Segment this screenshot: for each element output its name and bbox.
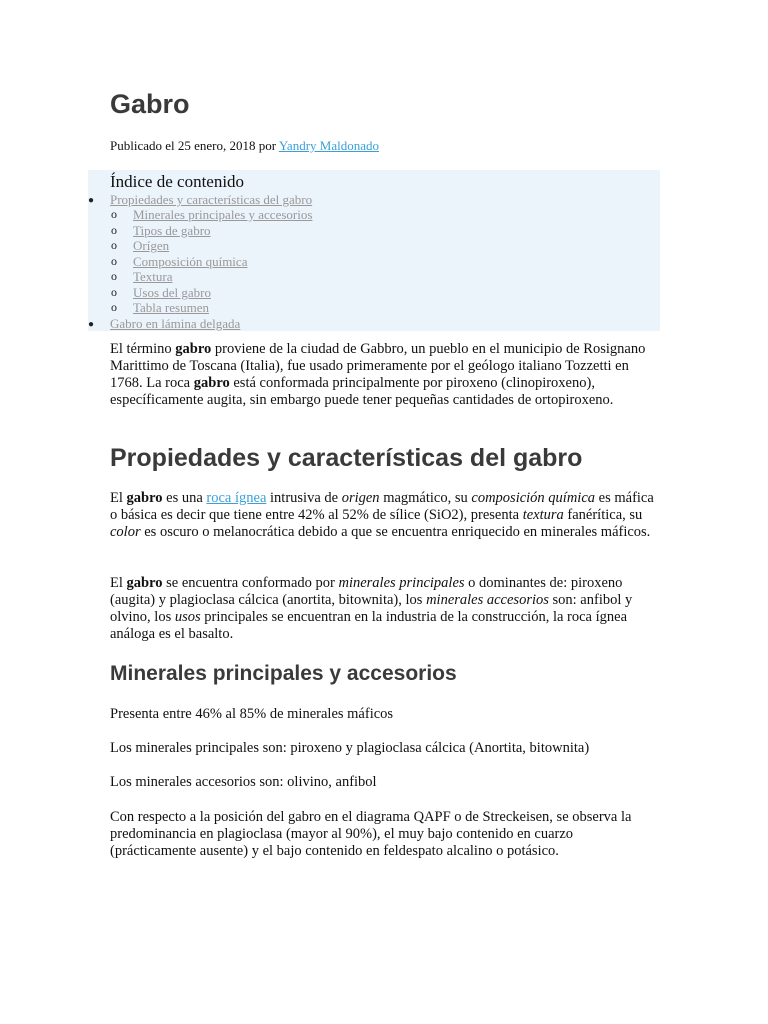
page-title: Gabro bbox=[110, 89, 190, 119]
circle-bullet-icon: o bbox=[111, 238, 117, 252]
italic-term: minerales accesorios bbox=[426, 592, 549, 608]
toc-link[interactable]: Textura bbox=[133, 269, 173, 284]
minerals-paragraph-1: Presenta entre 46% al 85% de minerales máficos bbox=[110, 706, 394, 722]
bold-term: gabro bbox=[193, 375, 230, 391]
text-run: es máfica o básica es decir que tiene entre 42% al 52% de sílice (SiO2), presenta bbox=[110, 490, 654, 523]
text-run: El término bbox=[110, 341, 176, 357]
italic-term: composición química bbox=[471, 490, 596, 506]
italic-term: usos bbox=[174, 609, 201, 625]
toc-link[interactable]: Tabla resumen bbox=[133, 300, 209, 315]
text-run: o dominantes de: piroxeno (augita) y plagioclasa cálcica (anortita, bitownita), los bbox=[110, 575, 623, 608]
italic-term: color bbox=[110, 524, 141, 540]
text-run: El bbox=[110, 490, 127, 506]
toc-link[interactable]: Composición química bbox=[133, 254, 248, 269]
circle-bullet-icon: o bbox=[111, 254, 117, 268]
circle-bullet-icon: o bbox=[111, 223, 117, 237]
byline bbox=[110, 138, 379, 154]
text-run: principales se encuentran en la industria de la construcción, la roca ígnea análoga es el basalto. bbox=[110, 609, 628, 642]
toc-link[interactable]: Usos del gabro bbox=[133, 285, 211, 300]
bullet-icon: ● bbox=[88, 195, 95, 206]
minerals-paragraph-2: Los minerales principales son: piroxeno y plagioclasa cálcica (Anortita, bitownita) bbox=[110, 740, 590, 756]
circle-bullet-icon: o bbox=[111, 285, 117, 299]
toc-link[interactable]: Propiedades y características del gabro bbox=[110, 192, 313, 207]
text-run: intrusiva de bbox=[266, 490, 342, 506]
minerals-paragraph-4: Con respecto a la posición del gabro en el diagrama QAPF o de Streckeisen, se observa la predominancia en plagioclasa (mayor al 90%), el muy bajo contenido en cuarzo (prácticamente ausente) y el bajo contenido en feldespato alcalino o potásico. bbox=[110, 809, 632, 859]
text-run: está conformada principalmente por piroxeno (clinopiroxeno), específicamente augita, sin embargo puede tener pequeñas cantidades de ortopiroxeno. bbox=[110, 375, 614, 408]
italic-term: textura bbox=[522, 507, 564, 523]
circle-bullet-icon: o bbox=[111, 207, 117, 221]
text-run: es oscuro o melanocrática debido a que se encuentra enriquecido en minerales máficos. bbox=[140, 524, 651, 540]
section-heading-properties: Propiedades y características del gabro bbox=[110, 444, 583, 472]
bold-term: gabro bbox=[175, 341, 212, 357]
text-run: son: anfibol y olvino, los bbox=[110, 592, 633, 625]
circle-bullet-icon: o bbox=[111, 300, 117, 314]
roca-ignea-link[interactable]: roca ígnea bbox=[206, 490, 267, 506]
toc-link[interactable]: Gabro en lámina delgada bbox=[110, 316, 241, 331]
bold-term: gabro bbox=[126, 575, 163, 591]
toc-link[interactable]: Orígen bbox=[133, 238, 170, 253]
byline-date: Publicado el 25 enero, 2018 por bbox=[110, 138, 279, 153]
table-of-contents bbox=[88, 170, 660, 331]
text-run: es una bbox=[162, 490, 207, 506]
toc-link[interactable]: Minerales principales y accesorios bbox=[133, 207, 313, 222]
toc-title: Índice de contenido bbox=[110, 172, 245, 191]
intro-paragraph bbox=[110, 341, 658, 409]
italic-term: origen bbox=[341, 490, 380, 506]
bold-term: gabro bbox=[126, 490, 163, 506]
properties-paragraph-2 bbox=[110, 575, 658, 643]
author-link[interactable]: Yandry Maldonado bbox=[278, 138, 379, 153]
properties-paragraph-1 bbox=[110, 490, 658, 541]
minerals-paragraph-3: Los minerales accesorios son: olivino, anfibol bbox=[110, 774, 377, 790]
text-run: magmático, su bbox=[379, 490, 472, 506]
text-run: proviene de la ciudad de Gabbro, un pueblo en el municipio de Rosignano Marittimo de Toscana (Italia), fue usado primeramente por el geólogo italiano Tozzetti en 1768. La roca bbox=[110, 341, 646, 391]
italic-term: minerales principales bbox=[338, 575, 465, 591]
section-heading-minerals: Minerales principales y accesorios bbox=[110, 662, 457, 685]
circle-bullet-icon: o bbox=[111, 269, 117, 283]
text-run: se encuentra conformado por bbox=[162, 575, 339, 591]
toc-link[interactable]: Tipos de gabro bbox=[133, 223, 211, 238]
text-run: fanérítica, su bbox=[563, 507, 643, 523]
bullet-icon: ● bbox=[88, 319, 95, 330]
text-run: El bbox=[110, 575, 127, 591]
